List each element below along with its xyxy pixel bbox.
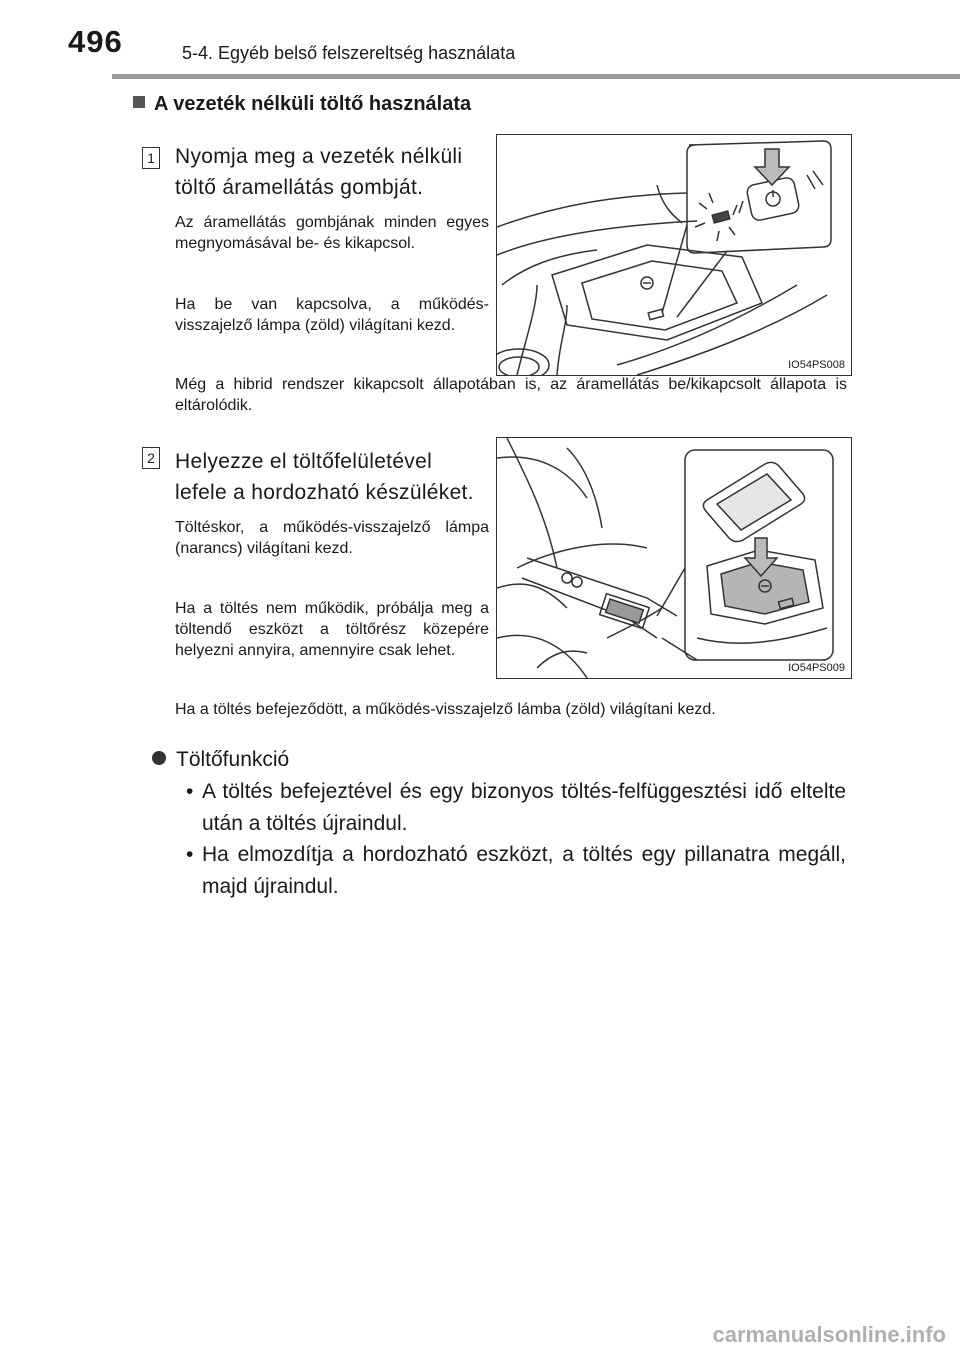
step-2-note-3: Ha a töltés befejeződött, a működés-visszajelző lámba (zöld) világítani kezd. — [175, 701, 716, 718]
header-rule — [112, 74, 960, 79]
page-header — [0, 0, 960, 80]
figure-power-button — [496, 134, 852, 376]
section-title-text: A vezeték nélküli töltő használata — [154, 93, 472, 115]
watermark: carmanualsonline.info — [712, 1322, 946, 1347]
round-bullet-icon — [152, 751, 166, 765]
step-number-1: 1 — [142, 147, 160, 169]
charging-function-heading — [152, 748, 289, 772]
bullet-dot-icon: • — [186, 780, 194, 803]
step-1-instruction: Nyomja meg a vezeték nélküli töltő áramellátás gombját. — [175, 145, 463, 199]
list-item-text: A töltés befejeztével és egy bizonyos töltés-felfüggesztési idő eltelte után a töltés újraindul. — [202, 780, 846, 835]
step-1-note-2: Ha be van kapcsolva, a működés-visszajelző lámpa (zöld) világítani kezd. — [175, 296, 489, 334]
figure-place-device — [496, 437, 852, 679]
figure-code: IO54PS008 — [788, 359, 845, 371]
square-bullet-icon — [133, 96, 145, 108]
bullet-dot-icon: • — [186, 843, 194, 866]
place-device-illustration — [497, 438, 851, 678]
step-2-note-2: Ha a töltés nem működik, próbálja meg a töltendő eszközt a töltőrész közepére helyezni annyira, amennyire csak lehet. — [175, 600, 489, 659]
section-title — [133, 93, 471, 116]
figure-code: IO54PS009 — [788, 662, 845, 674]
step-1-note-3: Még a hibrid rendszer kikapcsolt állapotában is, az áramellátás be/kikapcsolt állapota is eltárolódik. — [175, 376, 847, 414]
list-item — [186, 776, 846, 840]
step-2-instruction: Helyezze el töltőfelületével lefele a hordozható készüléket. — [175, 450, 474, 504]
charging-function-title: Töltőfunkció — [176, 748, 290, 771]
chapter-title: 5-4. Egyéb belső felszereltség használata — [182, 43, 516, 63]
step-1-note-1: Az áramellátás gombjának minden egyes megnyomásával be- és kikapcsol. — [175, 214, 489, 252]
list-item — [186, 839, 846, 903]
list-item-text: Ha elmozdítja a hordozható eszközt, a töltés egy pillanatra megáll, majd újraindul. — [202, 843, 846, 898]
step-2-note-1: Töltéskor, a működés-visszajelző lámpa (narancs) világítani kezd. — [175, 519, 489, 557]
wireless-charger-power-button-illustration — [497, 135, 851, 375]
step-number-2: 2 — [142, 447, 160, 469]
page-number: 496 — [68, 24, 123, 59]
